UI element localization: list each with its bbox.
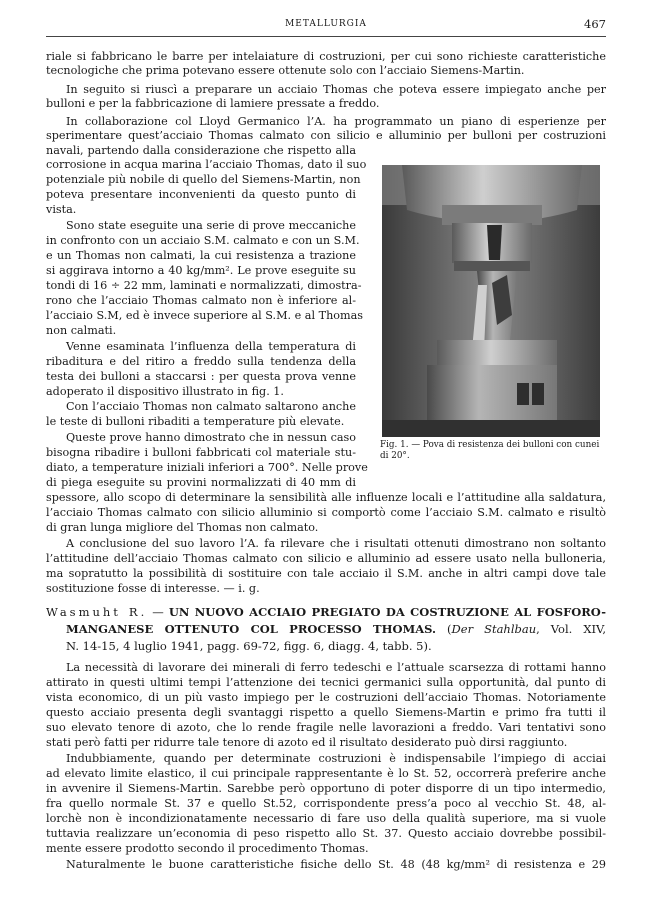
text-line: l’acciaio Thomas calmato con silicio alluminio si comportò come l’acciaio S.M. calmato e risultò [46, 506, 606, 519]
figure-caption: Fig. 1. — Pova di resistenza dei bulloni con cunei di 20°. [380, 440, 600, 461]
text-line: ribaditura e del ritiro a freddo sulla tendenza della [46, 355, 356, 368]
article-author: Wasmuht R. [46, 605, 148, 619]
text-line: ma sopratutto la possibilità di sostituire con tale acciaio il S.M. anche in altri campi dove tale [46, 567, 606, 580]
text-line: questo acciaio presenta degli svantaggi rispetto a quello Siemens-Martin e primo fra tutti il [46, 706, 606, 719]
article-title-line-2 [66, 621, 606, 637]
text-line: l’attitudine dell’acciaio Thomas calmato con silicio e alluminio ad essere usato nella bulloneria, [46, 552, 606, 565]
header-rule [46, 36, 606, 37]
article-title-part-1: UN NUOVO ACCIAIO PREGIATO DA COSTRUZIONE AL FOSFORO- [168, 605, 607, 619]
text-line: Queste prove hanno dimostrato che in nessun caso [66, 431, 356, 444]
text-line: navali, partendo dalla considerazione che rispetto alla [46, 144, 356, 157]
text-line: vista. [46, 203, 77, 216]
text-line: attirato in questi ultimi tempi l’attenzione dei tecnici germanici sulla opportunità, dal punto di [46, 676, 606, 689]
text-line: in confronto con un acciaio S.M. calmato e con un S.M. [46, 234, 360, 247]
text-line: potenziale più nobile di quello del Siemens-Martin, non [46, 173, 361, 186]
journal-name: Der Stahlbau [451, 622, 537, 636]
running-title: METALLURGIA [285, 19, 367, 29]
text-line: testa dei bulloni a staccarsi : per questa prova venne [46, 370, 356, 383]
text-line: Sono state eseguite una serie di prove meccaniche [66, 219, 356, 232]
text-line: bulloni e per la fabbricazione di lamiere pressate a freddo. [46, 97, 380, 110]
text-line: sperimentare quest’acciaio Thomas calmato con silicio e alluminio per bulloni per costruzioni [46, 129, 606, 142]
text-line: A conclusione del suo lavoro l’A. fa rilevare che i risultati ottenuti dimostrano non soltanto [66, 537, 606, 550]
text-line: Indubbiamente, quando per determinate costruzioni è indispensabile l’impiego di acciai [66, 752, 606, 765]
text-line: bisogna ribadire i bulloni fabbricati col materiale stu- [46, 446, 356, 459]
article-title-part-2: MANGANESE OTTENUTO COL PROCESSO THOMAS. [66, 622, 437, 636]
text-line: vista economico, di un più vasto impiego per le costruzioni dell’acciaio Thomas. Notoriamente [46, 691, 606, 704]
text-line: l’acciaio S.M, ed è invece superiore al S.M. e al Thomas [46, 309, 364, 322]
text-line: spessore, allo scopo di determinare la sensibilità alle influenze locali e l’attitudine alla saldatura, [46, 491, 606, 504]
text-line: e un Thomas non calmati, la cui resistenza a trazione [46, 249, 356, 262]
citation-open: ( [436, 622, 452, 636]
text-line: In collaborazione col Lloyd Germanico l’A. ha programmato un piano di esperienze per [66, 115, 606, 128]
article-title-line-1 [46, 604, 606, 620]
text-line: diato, a temperature iniziali inferiori a 700°. Nelle prove [46, 461, 368, 474]
text-line: riale si fabbricano le barre per intelaiature di costruzioni, per cui sono richieste caratteristiche [46, 50, 606, 63]
text-line: sostituzione fosse di interesse. — i. g. [46, 582, 260, 595]
text-line: Naturalmente le buone caratteristiche fisiche dello St. 48 (48 kg/mm² di resistenza e 29 [66, 858, 606, 871]
text-line: tondi di 16 ÷ 22 mm, laminati e normalizzati, dimostra- [46, 279, 362, 292]
text-line: Con l’acciaio Thomas non calmato saltarono anche [66, 400, 356, 413]
title-dash: — [147, 605, 169, 619]
text-line: In seguito si riuscì a preparare un acciaio Thomas che poteva essere impiegato anche per [66, 83, 606, 96]
text-line: si aggirava intorno a 40 kg/mm². Le prove eseguite su [46, 264, 356, 277]
text-line: di gran lunga migliore del Thomas non calmato. [46, 521, 319, 534]
text-line: Venne esaminata l’influenza della temperatura di [66, 340, 356, 353]
text-line: rono che l’acciaio Thomas calmato non è inferiore al- [46, 294, 356, 307]
text-line: non calmati. [46, 324, 117, 337]
text-line: di piega eseguite su provini normalizzati di 40 mm di [46, 476, 356, 489]
test-device-illustration [382, 165, 600, 437]
text-line: ad elevato limite elastico, il cui principale rappresentante è lo St. 52, occorrerà preferire anche [46, 767, 606, 780]
citation-volume: , Vol. XIV, [536, 622, 606, 636]
text-line: La necessità di lavorare dei minerali di ferro tedeschi e l’attuale scarsezza di rottami hanno [66, 661, 606, 674]
text-line: lorchè non è incondizionatamente necessario di fare uso della qualità superiore, ma si vuole [46, 812, 606, 825]
text-line: tecnologiche che prima potevano essere ottenute solo con l’acciaio Siemens-Martin. [46, 64, 525, 77]
text-line: stati però fatti per ridurre tale tenore di azoto ed il risultato desiderato può dirsi raggiunto. [46, 736, 568, 749]
text-line: poteva presentare inconvenienti da questo punto di [46, 188, 356, 201]
text-line: corrosione in acqua marina l’acciaio Thomas, dato il suo [46, 158, 367, 171]
figure-photo [382, 165, 600, 437]
article-citation: N. 14-15, 4 luglio 1941, pagg. 69-72, figg. 6, diagg. 4, tabb. 5). [66, 639, 432, 653]
text-line: le teste di bulloni ribaditi a temperature più elevate. [46, 415, 345, 428]
text-line: adoperato il dispositivo illustrato in fig. 1. [46, 385, 284, 398]
page-number: 467 [584, 17, 606, 31]
page-header [46, 17, 606, 33]
text-line: fra quello normale St. 37 e quello St.52, corrispondente press’a poco al vecchio St. 48, al- [46, 797, 606, 810]
text-line: tuttavia realizzare un’economia di peso rispetto allo St. 37. Questo acciaio dovrebbe possibil- [46, 827, 606, 840]
text-line: in avvenire il Siemens-Martin. Sarebbe però opportuno di poter disporre di un tipo intermedio, [46, 782, 606, 795]
text-line: mente essere prodotto secondo il procedimento Thomas. [46, 842, 369, 855]
text-line: suo elevato tenore di azoto, che lo rende fragile nelle lavorazioni a freddo. Vari tentativi sono [46, 721, 606, 734]
